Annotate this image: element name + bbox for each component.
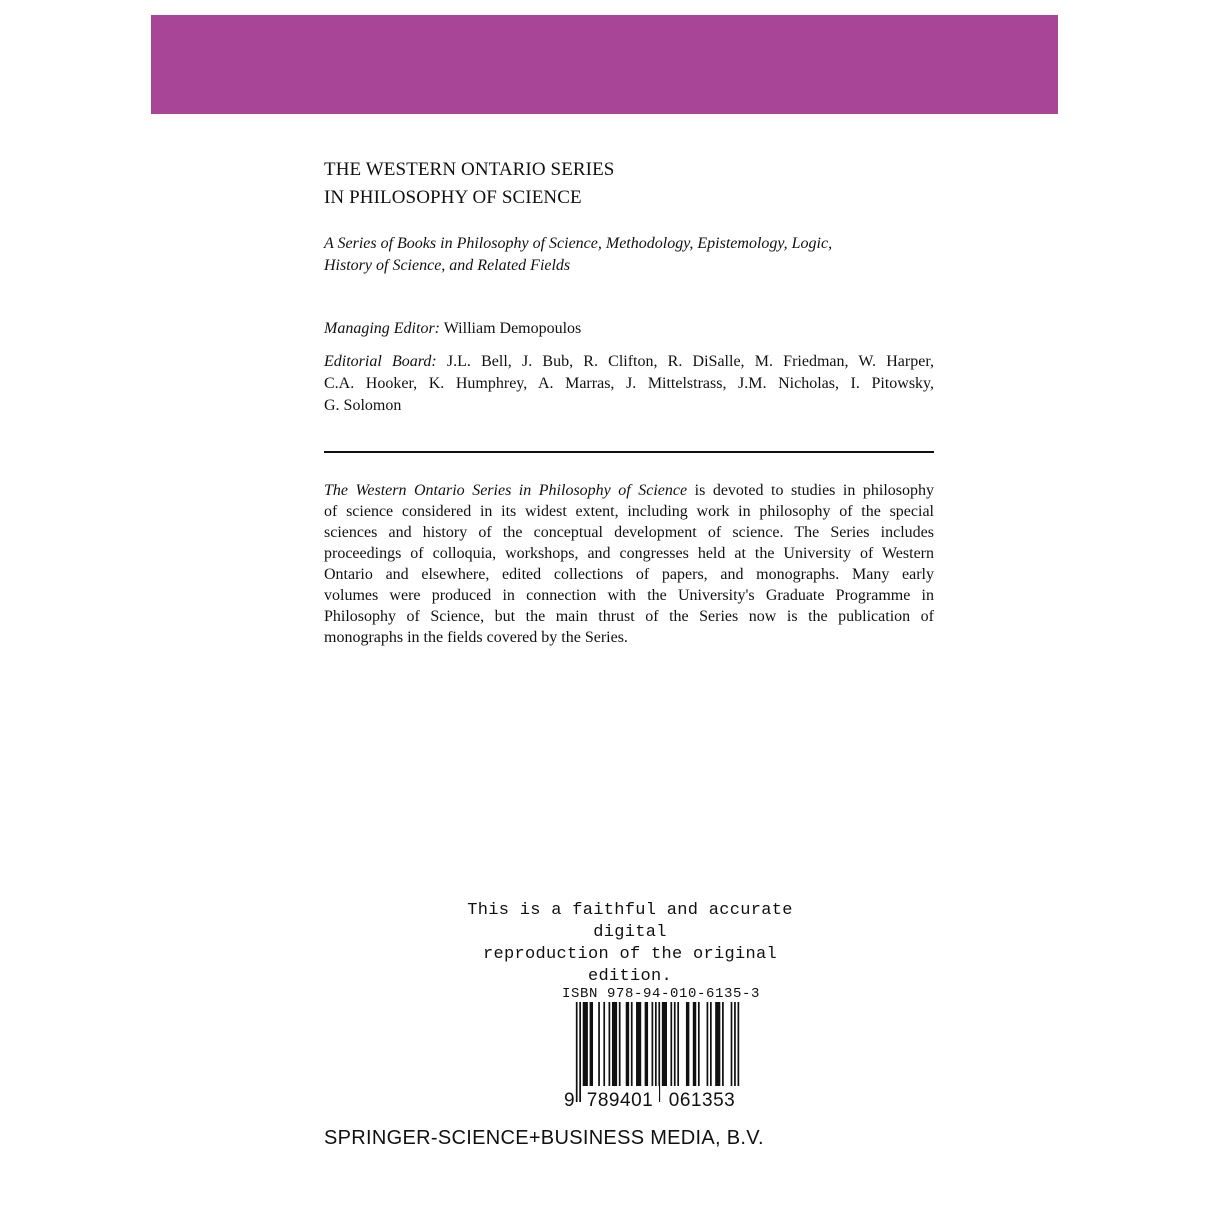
- barcode-bar: [645, 1002, 648, 1086]
- managing-editor-label: Managing Editor:: [324, 320, 440, 337]
- cover-color-band: [151, 15, 1058, 114]
- reproduction-notice: [440, 900, 820, 988]
- barcode-bar: [670, 1002, 672, 1086]
- barcode-bar: [731, 1002, 733, 1086]
- barcode-bar: [603, 1002, 605, 1086]
- barcode-bar: [662, 1002, 667, 1086]
- series-description: [324, 480, 934, 648]
- editorial-board-line-3: G. Solomon: [324, 397, 402, 414]
- barcode-bar: [609, 1002, 611, 1086]
- series-title-line-2: IN PHILOSOPHY OF SCIENCE: [324, 187, 582, 208]
- description-line-5: Ontario and elsewhere, edited collections of papers, and monographs. Many early: [324, 566, 934, 583]
- barcode-guard-bar: [576, 1002, 578, 1102]
- barcode-right-digits: 061353: [668, 1090, 736, 1108]
- managing-editor: [324, 318, 934, 340]
- barcode-bar: [626, 1002, 629, 1086]
- barcode-bar: [677, 1002, 679, 1086]
- series-subtitle: [324, 233, 944, 277]
- barcode-bar: [698, 1002, 700, 1086]
- reproduction-line-1: This is a faithful and accurate digital: [467, 901, 793, 942]
- series-title-line-1: THE WESTERN ONTARIO SERIES: [324, 159, 615, 180]
- isbn-barcode: [562, 986, 784, 1108]
- barcode-guard-bar: [579, 1002, 581, 1102]
- editorial-board-line-1: [324, 351, 934, 373]
- publisher-name: SPRINGER-SCIENCE+BUSINESS MEDIA, B.V.: [324, 1127, 764, 1149]
- isbn-label: ISBN 978-94-010-6135-3: [562, 986, 761, 1002]
- barcode-bar: [710, 1002, 712, 1086]
- barcode-bar: [674, 1002, 676, 1086]
- editorial-board: [324, 351, 934, 417]
- editorial-board-label: Editorial Board:: [324, 353, 437, 370]
- description-line-1-rest: is devoted to studies in philosophy: [694, 482, 935, 499]
- barcode-bar: [612, 1002, 617, 1086]
- description-line-7: Philosophy of Science, but the main thrust of the Series now is the publication of: [324, 608, 934, 625]
- barcode-bar: [619, 1002, 621, 1086]
- description-line-4: proceedings of colloquia, workshops, and congresses held at the University of Western: [324, 545, 934, 562]
- description-line-3: sciences and history of the conceptual development of science. The Series includes: [324, 524, 934, 541]
- barcode-bar: [686, 1002, 689, 1086]
- section-divider: [324, 451, 934, 453]
- barcode-bar: [636, 1002, 641, 1086]
- description-line-1: [324, 480, 934, 501]
- barcode-bar: [590, 1002, 593, 1086]
- reproduction-line-2: reproduction of the original edition.: [482, 945, 778, 986]
- description-line-8: monographs in the fields covered by the Series.: [324, 629, 628, 646]
- barcode-bar: [715, 1002, 720, 1086]
- barcode-bar: [707, 1002, 709, 1086]
- barcode-bar: [722, 1002, 724, 1086]
- managing-editor-name: William Demopoulos: [443, 320, 582, 337]
- description-series-name: The Western Ontario Series in Philosophy of Science: [324, 482, 688, 499]
- series-subtitle-line-2: History of Science, and Related Fields: [324, 257, 571, 274]
- barcode-bar: [631, 1002, 633, 1086]
- editorial-board-names-1: J.L. Bell, J. Bub, R. Clifton, R. DiSalle, M. Friedman, W. Harper,: [446, 353, 935, 370]
- series-title: [324, 156, 944, 212]
- barcode-first-digit: 9: [564, 1090, 575, 1108]
- series-subtitle-line-1: A Series of Books in Philosophy of Science, Methodology, Epistemology, Logic,: [324, 235, 833, 252]
- description-line-2: of science considered in its widest extent, including work in philosophy of the special: [324, 503, 934, 520]
- barcode-graphic: [562, 1002, 784, 1108]
- editorial-board-line-2: C.A. Hooker, K. Humphrey, A. Marras, J. Mittelstrass, J.M. Nicholas, I. Pitowsky,: [324, 375, 934, 392]
- barcode-bar: [598, 1002, 600, 1086]
- barcode-left-digits: 789401: [586, 1090, 654, 1108]
- description-line-6: volumes were produced in connection with the University's Graduate Programme in: [324, 587, 934, 604]
- barcode-bar: [693, 1002, 696, 1086]
- barcode-bar: [583, 1002, 588, 1086]
- barcode-bar: [652, 1002, 654, 1086]
